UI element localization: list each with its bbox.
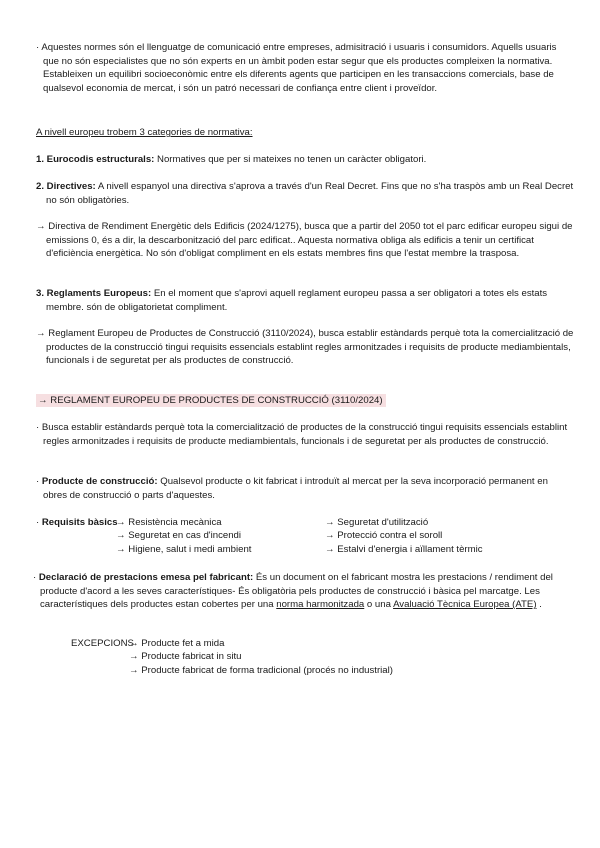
item-regulations-text: En el moment que s'aprovi aquell reglament europeu passa a ser obligatori a totes els estats membre. són de obligatorietat compliment. bbox=[46, 288, 548, 313]
product-definition: · Producte de construcció: Qualsevol producte o kit fabricat i introduït al mercat per la seva incorporació permanent en obres de construcció o parts d'aquestes. bbox=[36, 476, 548, 501]
exceptions-row bbox=[71, 664, 531, 677]
section-heading-highlight: → REGLAMENT EUROPEU DE PRODUCTES DE CONSTRUCCIÓ (3110/2024) bbox=[36, 394, 386, 407]
requirements-row bbox=[36, 516, 566, 529]
exceptions-list bbox=[71, 637, 531, 677]
ate-link[interactable]: Avaluació Tècnica Europea (ATE) bbox=[393, 599, 537, 611]
exceptions-row bbox=[71, 650, 531, 663]
item-directives-text: A nivell espanyol una directiva s'aprova a través d'un Real Decret. Fins que no s'ha traspòs amb un Real Decret no són obligatòries. bbox=[46, 181, 574, 206]
exception-item: → Producte fabricat de forma tradicional (procés no industrial) bbox=[129, 664, 393, 676]
requirements-row bbox=[36, 529, 566, 542]
regulation-note: → Reglament Europeu de Productes de Construcció (3110/2024), busca establir estàndards perquè tota la comercialització de productes de la construcció tingui requisits essencials establint regles armonitzades i requisits de producte mediambientals, funcionals i de seguretat per als productes de construcció. bbox=[36, 328, 574, 367]
item-regulations bbox=[36, 287, 576, 314]
product-definition-text: Qualsevol producte o kit fabricat i introduït al mercat per la seva incorporació permanent en obres de construcció o parts d'aquestes. bbox=[43, 476, 548, 501]
item-eurocodes-label: 1. Eurocodis estructurals: bbox=[36, 154, 155, 165]
requirement-item: → Resistència mecànica bbox=[116, 517, 222, 528]
directive-note: → Directiva de Rendiment Energètic dels Edificis (2024/1275), busca que a partir del 2050 tot el parc edificar europeu sigui de emissions 0, és a dir, la descarbonització del parc edificat.. Aquesta normativa obliga als edificis a tenir un certificat d'eficiència energètica. No són d'obligat compliment en els estats membres fins que l'estat membre la trasposa. bbox=[36, 221, 573, 260]
section-intro: · Busca establir estàndards perquè tota la comercialització de productes de la construcció tingui requisits essencials establint regles armonitzades i requisits de producte mediambientals, funcionals i de seguretat per als productes de construcció. bbox=[36, 422, 568, 447]
item-directives bbox=[36, 180, 576, 207]
declaration-text-or: o una bbox=[364, 599, 394, 611]
exceptions-label: EXCEPCIONS bbox=[71, 638, 134, 649]
requirement-item: → Estalvi d'energia i aïllament tèrmic bbox=[325, 543, 483, 555]
product-definition-label: Producte de construcció: bbox=[41, 476, 158, 487]
intro-paragraph: · Aquestes normes són el llenguatge de comunicació entre empreses, admisitració i usuaris i consumidors. Aquells usuaris que no són especialistes que no són experts en un àmbit poden estar segur que els productes compleixen la normativa. Estableixen un equilibri socioeconòmic entre els diferents agents que participen en les transaccions comercials, base de qualsevol economia de mercat, i són un patró necessari de confiança entre client i proveïdor. bbox=[36, 42, 557, 94]
item-regulations-label: 3. Reglaments Europeus: bbox=[36, 288, 152, 299]
requirements-row bbox=[36, 543, 566, 556]
declaration-text: És un document on el fabricant mostra les prestacions / rendiment del producte d'acord a les seves característiques- És obligatòria pels productes de construcció i bàsica pel marcatge. Les característiques dels productes estan cobertes per una bbox=[40, 572, 553, 611]
requirements-list bbox=[36, 516, 566, 556]
requirement-item: → Higiene, salut i medi ambient bbox=[116, 543, 252, 555]
requirement-item: → Seguretat en cas d'incendi bbox=[116, 530, 242, 542]
exception-item: → Producte fet a mida bbox=[129, 638, 225, 649]
exceptions-row bbox=[71, 637, 531, 650]
exception-item: → Producte fabricat in situ bbox=[129, 651, 242, 663]
item-eurocodes-text: Normatives que per si mateixes no tenen un caràcter obligatori. bbox=[154, 154, 427, 165]
categories-heading: A nivell europeu trobem 3 categories de normativa: bbox=[36, 127, 253, 138]
harmonized-standard-link[interactable]: norma harmonitzada bbox=[276, 599, 365, 611]
declaration-paragraph: · Declaració de prestacions emesa pel fabricant: És un document on el fabricant mostra les prestacions / rendiment del producte d'acord a les seves característiques- És obligatòria pels productes de construcció i bàsica pel marcatge. Les característiques dels productes estan cobertes per una norma harmonitzada o una Avaluació Tècnica Europea (ATE) . bbox=[33, 572, 553, 611]
requirement-item: → Seguretat d'utilització bbox=[325, 517, 429, 528]
declaration-text-end: . bbox=[536, 599, 542, 611]
declaration-label: Declaració de prestacions emesa pel fabricant: bbox=[38, 572, 254, 583]
requirements-label: · Requisits bàsics bbox=[36, 517, 118, 528]
requirement-item: → Protecció contra el soroll bbox=[325, 530, 443, 542]
section-heading bbox=[36, 394, 566, 408]
item-directives-label: 2. Directives: bbox=[36, 181, 96, 192]
item-eurocodes bbox=[36, 153, 576, 167]
